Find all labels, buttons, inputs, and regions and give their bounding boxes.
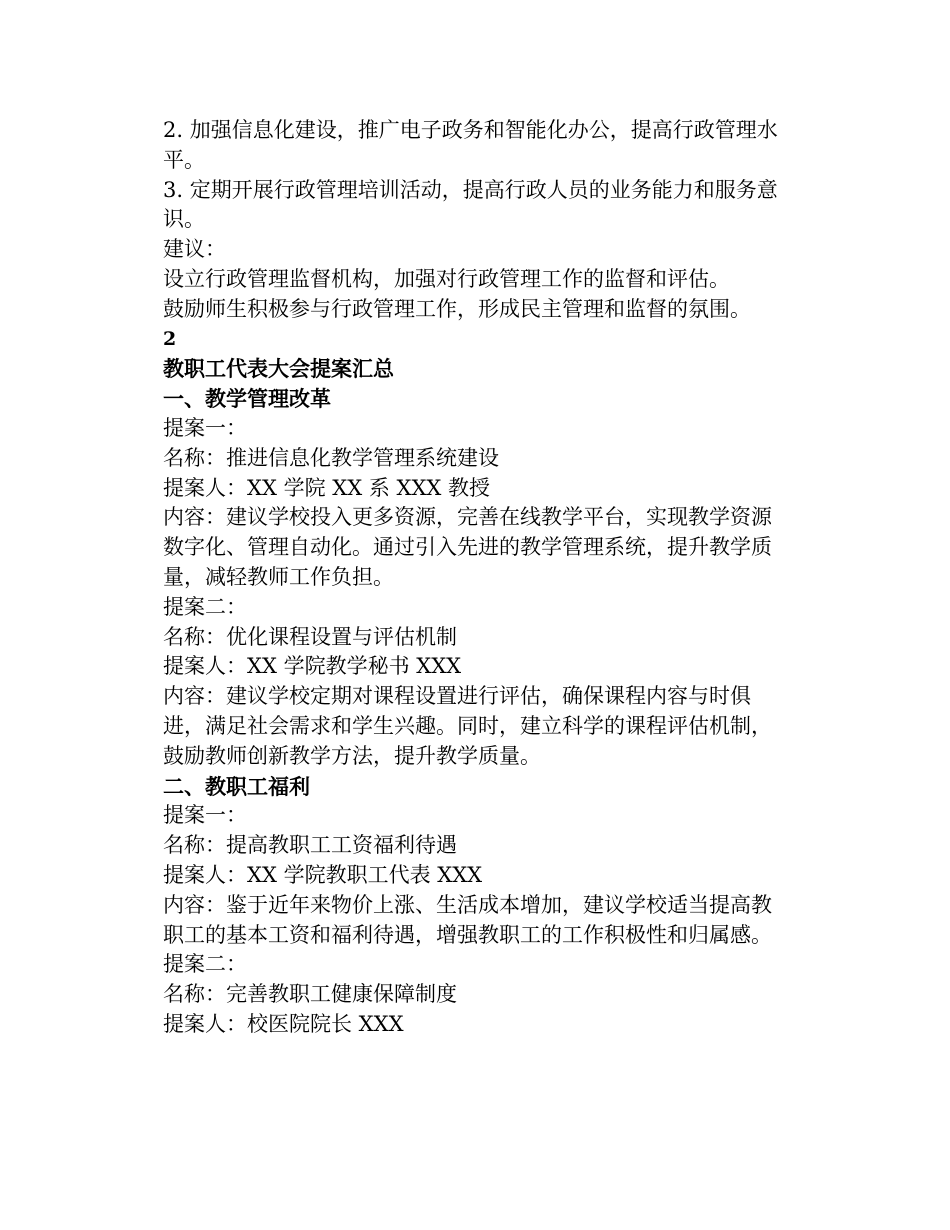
proposal-1-proposer: 提案人：XX 学院 XX 系 XXX 教授 [163, 475, 491, 500]
welfare-proposal-1-content: 内容：鉴于近年来物价上涨、生活成本增加，建议学校适当提高教职工的基本工资和福利待遇，增强教职工的工作积极性和归属感。 [163, 892, 772, 947]
measure-item-2: 2. 加强信息化建设，推广电子政务和智能化办公，提高行政管理水平。 [163, 118, 778, 172]
welfare-proposal-2-name: 名称：完善教职工健康保障制度 [163, 982, 457, 1007]
proposal-1-name: 名称：推进信息化教学管理系统建设 [163, 445, 499, 470]
section-heading-staff-welfare: 二、教职工福利 [163, 773, 310, 799]
proposal-2-label: 提案二： [163, 594, 247, 619]
suggestion-heading: 建议： [163, 237, 226, 262]
proposal-2-name: 名称：优化课程设置与评估机制 [163, 624, 457, 649]
proposal-2-proposer: 提案人：XX 学院教学秘书 XXX [163, 654, 462, 679]
proposal-2-content: 内容：建议学校定期对课程设置进行评估，确保课程内容与时俱进，满足社会需求和学生兴趣。同时，建立科学的课程评估机制，鼓励教师创新教学方法，提升教学质量。 [163, 684, 772, 768]
proposal-1-label: 提案一： [163, 415, 247, 440]
section-number: 2 [163, 327, 177, 350]
welfare-proposal-1-name: 名称：提高教职工工资福利待遇 [163, 833, 457, 858]
welfare-proposal-1-label: 提案一： [163, 803, 247, 828]
welfare-proposal-2-label: 提案二： [163, 952, 247, 977]
measure-item-3: 3. 定期开展行政管理培训活动，提高行政人员的业务能力和服务意识。 [163, 177, 778, 232]
section-heading-teaching-reform: 一、教学管理改革 [163, 386, 331, 412]
document-title: 教职工代表大会提案汇总 [163, 356, 394, 382]
welfare-proposal-2-proposer: 提案人：校医院院长 XXX [163, 1011, 404, 1036]
suggestion-1: 设立行政管理监督机构，加强对行政管理工作的监督和评估。 [163, 266, 730, 291]
proposal-1-content: 内容：建议学校投入更多资源，完善在线教学平台，实现教学资源数字化、管理自动化。通过引入先进的教学管理系统，提升教学质量，减轻教师工作负担。 [163, 505, 772, 589]
welfare-proposal-1-proposer: 提案人：XX 学院教职工代表 XXX [163, 862, 483, 887]
document-page [163, 116, 788, 1040]
suggestion-2: 鼓励师生积极参与行政管理工作，形成民主管理和监督的氛围。 [163, 296, 751, 321]
